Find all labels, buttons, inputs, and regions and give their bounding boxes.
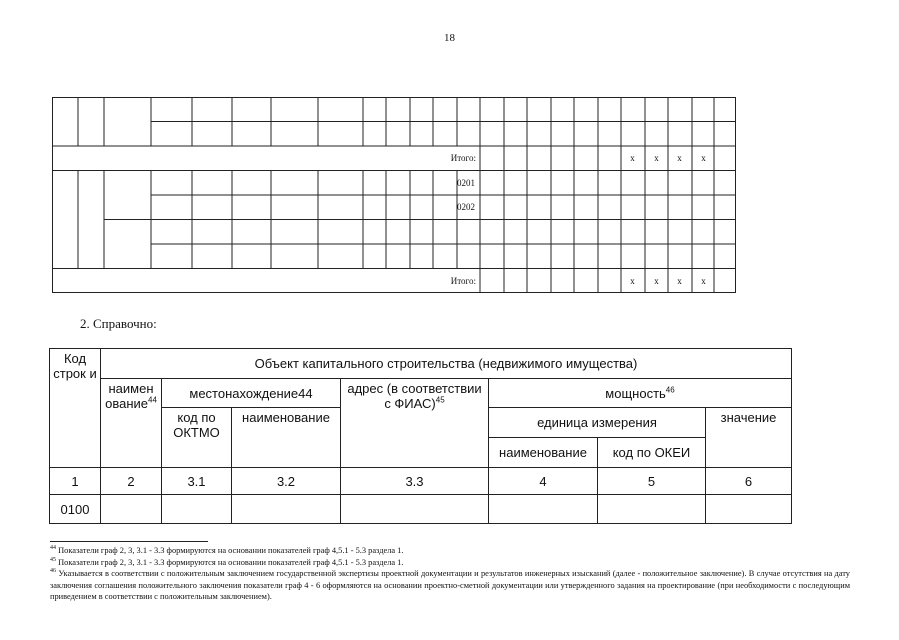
reference-table [49,348,792,524]
footnote-mark: 45 [50,556,56,563]
capacity-header [489,379,792,408]
col-number: 2 [101,468,162,495]
location-name-header [232,408,341,468]
row-code: 0100 [50,495,101,524]
value-header-label: значение [720,410,777,425]
row-code: 0201 [457,177,475,188]
total-label: Итого: [450,153,476,164]
footnote-text: Указывается в соответствии с положительным заключением государственной экспертизы проектной документации и результатов инженерных изысканий (далее - положительное заключение). В случае отсутствия на дату заключения соглашения положительного заключения показатели граф 4 - 6 оформляются на основании проектно-сметной документации или утвержденного задания на проектирование (при необходимости с последующим приведением в соответствии с положительным заключением). [50,569,850,601]
col-name-footnote-mark: 44 [148,395,157,405]
okei-header-label: код по ОКЕИ [612,445,691,460]
capacity-header-label: мощность [605,385,666,401]
col-name-header-label: наимен ование [105,381,154,411]
oktmo-header [162,408,232,468]
footnote-text: Показатели граф 2, 3, 3.1 - 3.3 формируются на основании показателей граф 4,5.1 - 5.3 раздела 1. [58,546,404,555]
page-number: 18 [444,32,455,44]
total-mark: x [677,153,682,164]
col-number: 4 [489,468,598,495]
address-footnote-mark: 45 [435,395,445,405]
total-mark: x [654,153,659,164]
unit-header-label: единица измерения [537,415,657,430]
footnote-separator [50,541,208,542]
total-mark: x [630,153,635,164]
row-code: 0202 [457,202,475,213]
total-mark: x [630,275,635,286]
footnote-mark: 46 [50,568,56,575]
table-row [50,495,792,524]
col-code-header-label: Код строк и [53,351,97,381]
location-header [162,379,341,408]
location-header-label: местонахождение44 [189,385,313,401]
oktmo-header-label: код по ОКТМО [173,410,220,440]
location-name-header-label: наименование [242,410,330,425]
footnote-mark: 44 [50,545,56,552]
object-header [101,349,792,379]
table-cell [101,495,162,524]
total-mark: x [654,275,659,286]
capacity-footnote-mark: 46 [665,385,675,395]
col-number: 3.3 [341,468,489,495]
footnote-45 [50,557,850,569]
continued-table [52,97,736,295]
footnotes [50,545,850,603]
section-title: 2. Справочно: [80,316,157,331]
col-number: 3.1 [162,468,232,495]
col-number: 1 [50,468,101,495]
total-mark: x [701,275,706,286]
address-header-label: адрес (в соответствии с ФИАС) [347,381,482,411]
col-number: 3.2 [232,468,341,495]
col-number: 6 [706,468,792,495]
object-header-label: Объект капитального строительства (недвижимого имущества) [254,356,638,371]
table-cell [598,495,706,524]
unit-header [489,408,706,438]
total-mark: x [701,153,706,164]
table-cell [341,495,489,524]
address-header [341,379,489,468]
total-label: Итого: [450,275,476,286]
footnote-text: Показатели граф 2, 3, 3.1 - 3.3 формируются на основании показателей граф 4,5.1 - 5.3 раздела 1. [58,557,404,567]
unit-name-header [489,438,598,468]
col-number: 5 [598,468,706,495]
okei-header [598,438,706,468]
col-name-header [101,379,162,468]
continued-table-grid [52,97,736,295]
unit-name-header-label: наименование [499,445,587,460]
footnote-44 [50,545,850,557]
table-cell [232,495,341,524]
footnote-46 [50,568,850,603]
total-mark: x [677,275,682,286]
table-cell [706,495,792,524]
table-cell [162,495,232,524]
col-code-header [50,349,101,468]
table-cell [489,495,598,524]
value-header [706,408,792,468]
